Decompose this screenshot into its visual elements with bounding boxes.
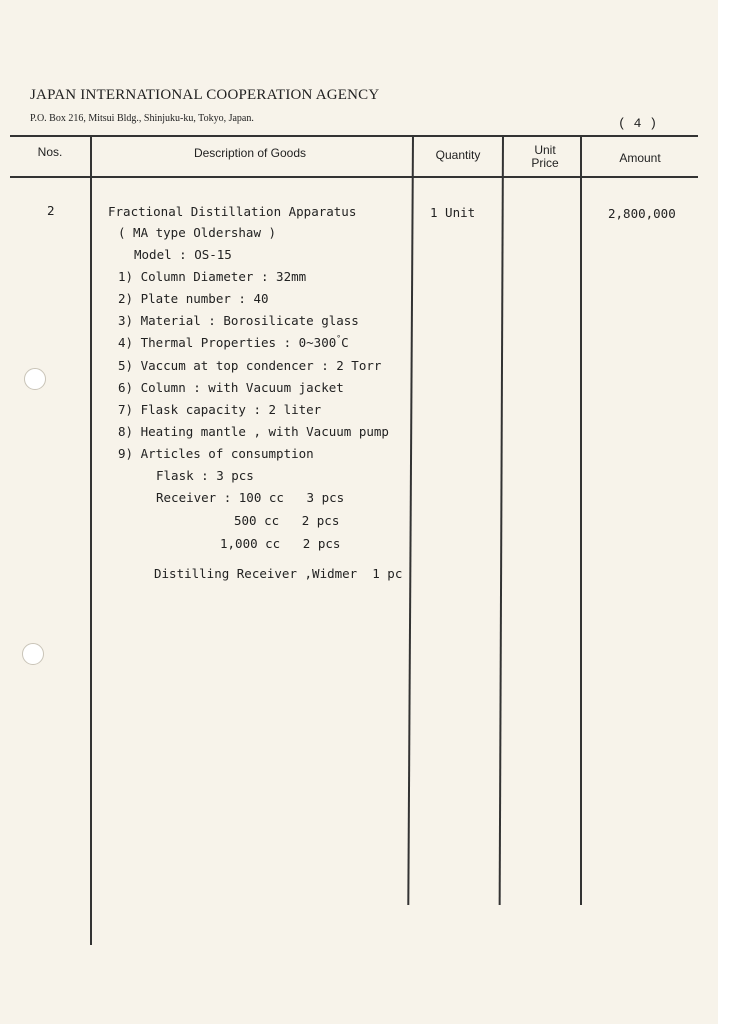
spec-thermal-unit: C bbox=[341, 335, 349, 350]
header-nos: Nos. bbox=[37, 145, 63, 159]
column-divider-1 bbox=[90, 135, 92, 945]
spec-line: 8) Heating mantle , with Vacuum pump bbox=[118, 424, 389, 439]
consumable-flask: Flask : 3 pcs bbox=[156, 468, 254, 483]
spec-line-thermal bbox=[118, 335, 349, 350]
punch-hole-lower bbox=[22, 643, 44, 665]
consumable-receiver-1000: 1,000 cc 2 pcs bbox=[220, 536, 341, 551]
table-header-rule bbox=[10, 176, 698, 178]
spec-line: 3) Material : Borosilicate glass bbox=[118, 313, 359, 328]
punch-hole-upper bbox=[24, 368, 46, 390]
column-divider-4 bbox=[580, 135, 582, 905]
page-number: ( 4 ) bbox=[618, 116, 658, 131]
spec-line: 1) Column Diameter : 32mm bbox=[118, 269, 307, 284]
item-number: 2 bbox=[47, 203, 55, 218]
spec-thermal-text: 4) Thermal Properties : 0~300 bbox=[118, 335, 337, 350]
page-edge bbox=[718, 0, 744, 1024]
column-divider-2 bbox=[407, 135, 413, 905]
degree-symbol: ° bbox=[336, 334, 342, 343]
header-unit-price-line1: Unit bbox=[534, 143, 556, 157]
spec-line: 6) Column : with Vacuum jacket bbox=[118, 380, 344, 395]
item-quantity: 1 Unit bbox=[430, 205, 476, 220]
consumable-receiver-500: 500 cc 2 pcs bbox=[234, 513, 340, 528]
spec-line: 9) Articles of consumption bbox=[118, 446, 314, 461]
item-model: Model : OS-15 bbox=[134, 247, 232, 262]
consumable-receiver-100: Receiver : 100 cc 3 pcs bbox=[156, 490, 345, 505]
spec-line: 2) Plate number : 40 bbox=[118, 291, 269, 306]
item-subtitle: ( MA type Oldershaw ) bbox=[118, 225, 277, 240]
column-divider-3 bbox=[499, 135, 504, 905]
consumable-distilling-receiver: Distilling Receiver ,Widmer 1 pc bbox=[154, 566, 403, 581]
header-amount: Amount bbox=[619, 151, 661, 165]
organization-address: P.O. Box 216, Mitsui Bldg., Shinjuku-ku, Tokyo, Japan. bbox=[30, 113, 254, 124]
spec-line: 5) Vaccum at top condencer : 2 Torr bbox=[118, 358, 382, 373]
header-unit-price-line2: Price bbox=[531, 156, 559, 170]
organization-name: JAPAN INTERNATIONAL COOPERATION AGENCY bbox=[30, 87, 380, 103]
header-description: Description of Goods bbox=[193, 146, 307, 160]
item-amount: 2,800,000 bbox=[608, 206, 676, 221]
item-title: Fractional Distillation Apparatus bbox=[108, 204, 357, 219]
table-top-rule bbox=[10, 135, 698, 137]
header-quantity: Quantity bbox=[435, 148, 481, 162]
spec-line: 7) Flask capacity : 2 liter bbox=[118, 402, 322, 417]
